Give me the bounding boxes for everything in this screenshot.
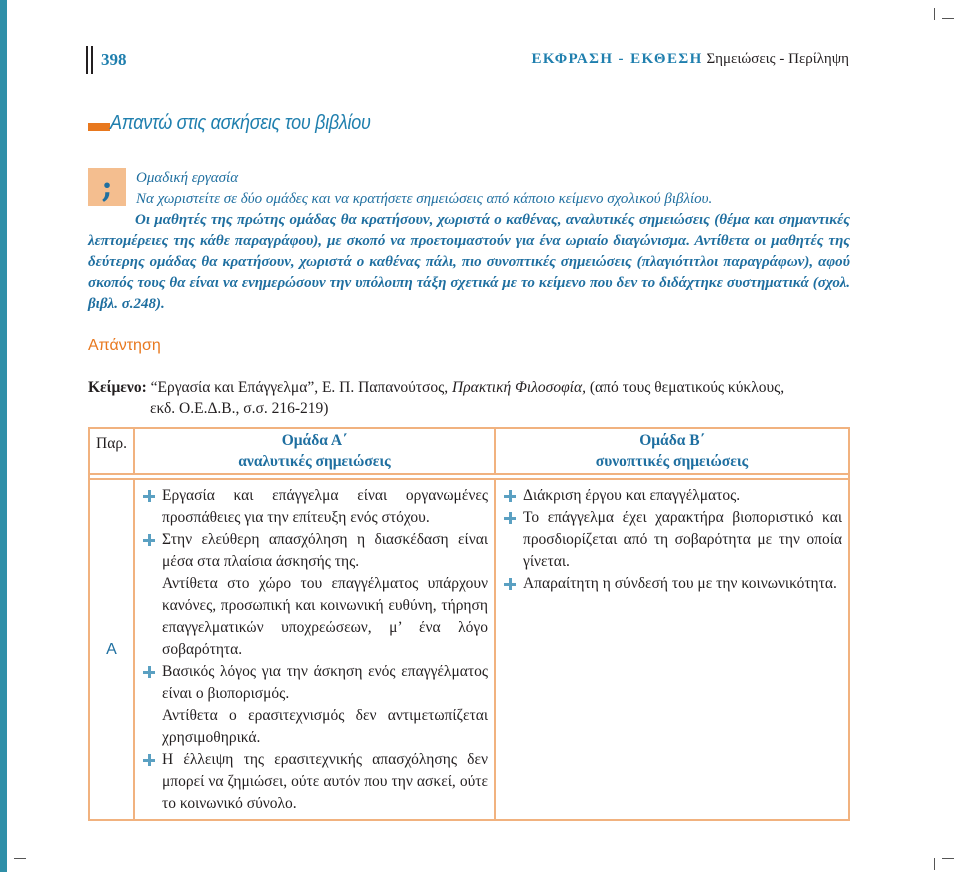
- plus-bullet-icon: [504, 490, 516, 502]
- col-a-header: [134, 428, 495, 474]
- crop-mark-top-right: [934, 8, 935, 20]
- section-title-text: Απαντώ στις ασκήσεις του βιβλίου: [110, 111, 371, 134]
- exercise-block: [88, 168, 850, 315]
- answer-heading: Απάντηση: [88, 337, 161, 354]
- running-head: [531, 51, 849, 68]
- col-b-cell: [495, 479, 849, 820]
- running-head-title: ΕΚΦΡΑΣΗ - ΕΚΘΕΣΗ: [531, 51, 703, 67]
- list-item: Διάκριση έργου και επαγγέλματος.: [504, 485, 842, 507]
- table-header-row: [89, 428, 849, 474]
- plus-bullet-icon: [143, 754, 155, 766]
- exercise-instruction: Να χωριστείτε σε δύο ομάδες και να κρατήσετε σημειώσεις από κάποιο κείμενο σχολικού βιβλίου.: [136, 191, 713, 207]
- source-label: Κείμενο:: [88, 379, 147, 396]
- list-item: Το επάγγελμα έχει χαρακτήρα βιοποριστικό και προσδιορίζεται από τη σοβαρότητα με την οποία γίνεται.: [504, 507, 842, 573]
- plus-bullet-icon: [143, 534, 155, 546]
- source-text-1: “Εργασία και Επάγγελμα”, Ε. Π. Παπανούτσος,: [150, 379, 449, 396]
- exercise-title: Ομαδική εργασία: [136, 170, 239, 186]
- running-head-subtitle: Σημειώσεις - Περίληψη: [706, 51, 849, 67]
- page-edge-band: [0, 0, 7, 872]
- list-item: Στην ελεύθερη απασχόληση η διασκέδαση είναι μέσα στα πλαίσια άσκησής της.: [143, 529, 488, 573]
- col-a-title: Ομάδα Α΄: [281, 432, 348, 449]
- page-number: 398: [101, 50, 127, 69]
- source-text-2: (από τους θεματικούς κύκλους,: [589, 379, 785, 396]
- table-row: [89, 479, 849, 820]
- row-label: Α: [89, 479, 134, 820]
- col-a-subtitle: αναλυτικές σημειώσεις: [238, 453, 391, 470]
- list-continuation: Αντίθετα ο ερασιτεχνισμός δεν αντιμετωπίζεται χρησιμοθηρικά.: [162, 707, 488, 746]
- crop-mark-bottom-left: [14, 858, 26, 859]
- col-b-subtitle: συνοπτικές σημειώσεις: [595, 453, 749, 470]
- crop-mark-bottom-right-h: [942, 858, 954, 859]
- plus-bullet-icon: [143, 490, 155, 502]
- source-citation: [88, 377, 858, 419]
- notes-table: [88, 427, 850, 821]
- col-a-cell: [134, 479, 495, 820]
- col-b-header: [495, 428, 849, 474]
- list-item: Εργασία και επάγγελμα είναι οργανωμένες προσπάθειες για την επίτευξη ενός στόχου.: [143, 485, 488, 529]
- list-item: Απαραίτητη η σύνδεσή του με την κοινωνικότητα.: [504, 573, 842, 595]
- plus-bullet-icon: [143, 666, 155, 678]
- plus-bullet-icon: [504, 512, 516, 524]
- question-icon: ;: [88, 168, 126, 206]
- plus-bullet-icon: [504, 578, 516, 590]
- list-item: Η έλλειψη της ερασιτεχνικής απασχόλησης δεν μπορεί να ζημιώσει, ούτε αυτόν που την ασκεί, ούτε το κοινωνικό σύνολο.: [143, 749, 488, 815]
- source-book-title: Πρακτική Φιλοσοφία,: [452, 379, 586, 396]
- source-publisher: εκδ. Ο.Ε.Δ.Β., σ.σ. 216-219): [150, 400, 329, 417]
- col-b-title: Ομάδα Β΄: [639, 432, 705, 449]
- crop-mark-top-right-h: [942, 18, 954, 19]
- section-marker-bar: [88, 123, 110, 131]
- list-continuation: Αντίθετα στο χώρο του επαγγέλματος υπάρχουν κανόνες, προσωπική και κοινωνική ευθύνη, τήρηση επαγγελματικών υποχρεώσεων, μ’ ένα λόγο σοβαρότητα.: [162, 575, 488, 658]
- list-item: Βασικός λόγος για την άσκηση ενός επαγγέλματος είναι ο βιοπορισμός.: [143, 661, 488, 705]
- crop-mark-bottom-right: [934, 858, 935, 870]
- section-title: [88, 108, 400, 138]
- header-rule-bars: [86, 46, 94, 74]
- col-par-header: Παρ.: [89, 428, 134, 474]
- exercise-body: Οι μαθητές της πρώτης ομάδας θα κρατήσουν, χωριστά ο καθένας, αναλυτικές σημειώσεις (θέμα και σημαντικές λεπτομέρειες της κάθε παραγράφου), με σκοπό να προετοιμαστούν για ένα ωριαίο διαγώνισμα. Αντίθετα οι μαθητές της δεύτερης ομάδας θα κρατήσουν, χωριστά ο καθένας πάλι, πιο συνοπτικές σημειώσεις (πλαγιότιτλοι παραγράφων), αφού σκοπός τους θα είναι να ενημερώσουν την υπόλοιπη τάξη σχετικά με το κείμενο που δεν το διδάχτηκε συστηματικά (σχολ. βιβλ. σ.248).: [88, 212, 850, 312]
